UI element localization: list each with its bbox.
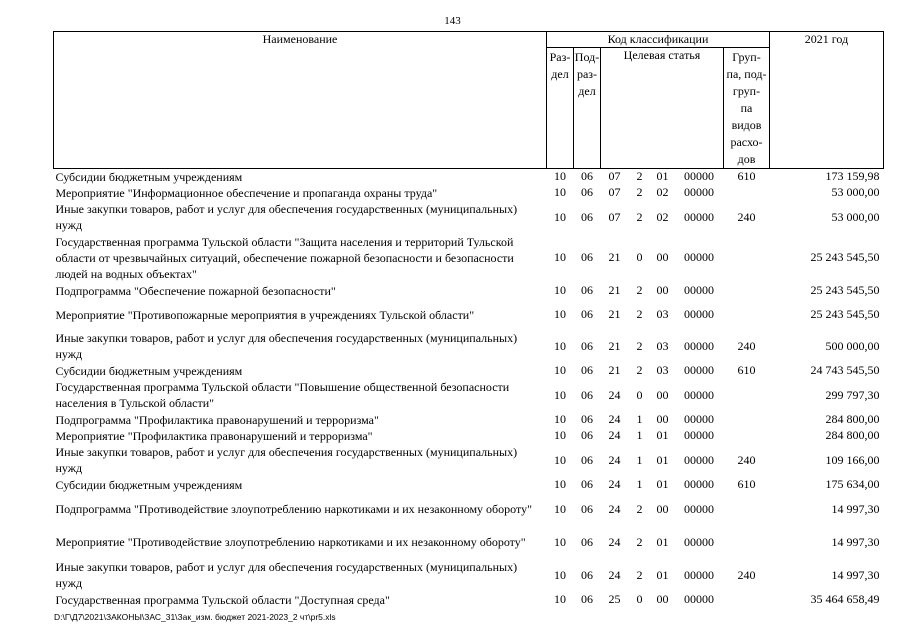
row-name: Мероприятие "Информационное обеспечение и пропаганда охраны труда" <box>55 185 438 200</box>
row-target-program: 24 <box>608 477 621 492</box>
row-target-event: 01 <box>656 428 669 443</box>
row-target-event: 01 <box>656 567 669 582</box>
row-name: Подпрограмма "Обеспечение пожарной безопасности" <box>55 283 336 298</box>
row-subsection: 06 <box>581 209 593 224</box>
row-target-code: 00000 <box>684 307 714 322</box>
header-group: Груп- па, под- груп- па видов расхо- дов <box>724 47 770 168</box>
table-row <box>54 282 884 300</box>
row-expense-type: 610 <box>737 477 756 492</box>
header-code: Код классификации <box>547 32 770 48</box>
row-subsection: 06 <box>581 169 593 184</box>
row-target-code: 00000 <box>684 363 714 378</box>
row-target-event: 02 <box>656 185 669 200</box>
row-target-subprogram: 0 <box>636 250 643 265</box>
row-target-subprogram: 0 <box>636 592 643 607</box>
row-target-code: 00000 <box>684 387 714 402</box>
row-target-code: 00000 <box>684 338 714 353</box>
row-section: 10 <box>554 452 566 467</box>
row-amount: 25 243 545,50 <box>810 283 880 298</box>
table-row <box>54 330 884 363</box>
row-amount: 173 159,98 <box>825 169 880 184</box>
header-subsection: Под- раз- дел <box>574 47 601 168</box>
row-name: Субсидии бюджетным учреждениям <box>55 169 243 184</box>
row-target-code: 00000 <box>684 185 714 200</box>
row-amount: 25 243 545,50 <box>810 250 880 265</box>
table-row <box>54 526 884 559</box>
row-section: 10 <box>554 412 566 427</box>
row-amount: 14 997,30 <box>831 501 880 516</box>
row-target-code: 00000 <box>684 567 714 582</box>
row-name: Государственная программа Тульской области "Защита населения и территорий Тульской области от чрезвычайных ситуаций, обеспечение пожарной безопасности и безопасности людей на водных объектах" <box>55 234 514 281</box>
row-target-code: 00000 <box>684 592 714 607</box>
row-expense-type <box>724 412 770 428</box>
row-target-subprogram: 0 <box>636 387 643 402</box>
row-target-code: 00000 <box>684 412 714 427</box>
header-section: Раз- дел <box>547 47 574 168</box>
row-target-event: 03 <box>656 338 669 353</box>
table-row <box>54 592 884 608</box>
row-target-event: 03 <box>656 307 669 322</box>
row-target-program: 24 <box>608 412 621 427</box>
row-target-program: 21 <box>608 250 621 265</box>
row-expense-type: 610 <box>737 169 756 184</box>
row-target-subprogram: 2 <box>636 534 643 549</box>
row-target-event: 00 <box>656 501 669 516</box>
file-path-footer: D:\Г\Д7\2021\ЗАКОНЫ\ЗАС_31\Зак_изм. бюджет 2021-2023_2 чт\pr5.xls <box>54 612 336 622</box>
row-target-code: 00000 <box>684 501 714 516</box>
row-target-event: 01 <box>656 534 669 549</box>
row-target-subprogram: 2 <box>636 283 643 298</box>
row-target-program: 21 <box>608 283 621 298</box>
table-body <box>54 168 884 608</box>
row-target-program: 07 <box>608 185 621 200</box>
row-section: 10 <box>554 387 566 402</box>
row-target-event: 02 <box>656 209 669 224</box>
row-amount: 284 800,00 <box>825 428 880 443</box>
row-amount: 109 166,00 <box>825 452 880 467</box>
row-name: Иные закупки товаров, работ и услуг для обеспечения государственных (муниципальных) нужд <box>55 445 518 475</box>
row-target-program: 25 <box>608 592 621 607</box>
row-section: 10 <box>554 534 566 549</box>
row-target-subprogram: 2 <box>636 501 643 516</box>
table-row <box>54 185 884 201</box>
row-target-code: 00000 <box>684 428 714 443</box>
row-name: Иные закупки товаров, работ и услуг для обеспечения государственных (муниципальных) нужд <box>55 331 518 361</box>
row-target-program: 07 <box>608 169 621 184</box>
table-row <box>54 300 884 330</box>
row-section: 10 <box>554 283 566 298</box>
header-name: Наименование <box>54 32 547 169</box>
row-target-subprogram: 2 <box>636 363 643 378</box>
row-subsection: 06 <box>581 501 593 516</box>
row-amount: 14 997,30 <box>831 534 880 549</box>
row-name: Государственная программа Тульской области "Доступная среда" <box>55 592 390 607</box>
row-expense-type: 240 <box>737 452 756 467</box>
row-target-program: 07 <box>608 209 621 224</box>
table-row <box>54 493 884 526</box>
table-row <box>54 559 884 592</box>
row-name: Иные закупки товаров, работ и услуг для обеспечения государственных (муниципальных) нужд <box>55 560 518 590</box>
row-target-subprogram: 1 <box>636 412 643 427</box>
row-section: 10 <box>554 567 566 582</box>
row-subsection: 06 <box>581 452 593 467</box>
row-subsection: 06 <box>581 307 593 322</box>
row-target-event: 01 <box>656 477 669 492</box>
row-amount: 299 797,30 <box>825 387 880 402</box>
row-name: Субсидии бюджетным учреждениям <box>55 477 243 492</box>
table-row <box>54 201 884 234</box>
table-row <box>54 444 884 477</box>
row-target-code: 00000 <box>684 452 714 467</box>
row-subsection: 06 <box>581 477 593 492</box>
row-expense-type <box>724 428 770 444</box>
row-target-event: 01 <box>656 169 669 184</box>
row-target-program: 24 <box>608 567 621 582</box>
row-target-program: 24 <box>608 428 621 443</box>
row-expense-type: 610 <box>737 363 756 378</box>
row-expense-type <box>724 493 770 526</box>
table-row <box>54 412 884 428</box>
row-amount: 35 464 658,49 <box>810 592 880 607</box>
row-target-program: 24 <box>608 501 621 516</box>
table-row <box>54 363 884 379</box>
row-section: 10 <box>554 209 566 224</box>
row-name: Мероприятие "Профилактика правонарушений и терроризма" <box>55 428 373 443</box>
row-target-subprogram: 2 <box>636 169 643 184</box>
row-amount: 500 000,00 <box>825 338 880 353</box>
row-subsection: 06 <box>581 338 593 353</box>
row-expense-type <box>724 300 770 330</box>
row-expense-type: 240 <box>737 338 756 353</box>
budget-table <box>53 31 884 608</box>
row-expense-type <box>724 379 770 412</box>
header-target: Целевая статья <box>601 47 724 168</box>
row-section: 10 <box>554 592 566 607</box>
row-target-event: 03 <box>656 363 669 378</box>
row-target-event: 00 <box>656 412 669 427</box>
table-row <box>54 234 884 282</box>
row-section: 10 <box>554 477 566 492</box>
row-target-event: 00 <box>656 250 669 265</box>
row-section: 10 <box>554 338 566 353</box>
row-expense-type: 240 <box>737 209 756 224</box>
row-target-code: 00000 <box>684 477 714 492</box>
row-expense-type <box>724 526 770 559</box>
row-target-program: 24 <box>608 387 621 402</box>
row-target-event: 00 <box>656 592 669 607</box>
table-row <box>54 379 884 412</box>
row-target-subprogram: 1 <box>636 428 643 443</box>
row-section: 10 <box>554 363 566 378</box>
row-amount: 14 997,30 <box>831 567 880 582</box>
row-expense-type <box>724 234 770 282</box>
row-name: Мероприятие "Противопожарные мероприятия в учреждениях Тульской области" <box>55 307 475 322</box>
row-target-subprogram: 2 <box>636 338 643 353</box>
row-target-program: 21 <box>608 363 621 378</box>
row-subsection: 06 <box>581 363 593 378</box>
row-name: Подпрограмма "Противодействие злоупотреблению наркотиками и их незаконному обороту" <box>55 502 532 516</box>
row-target-program: 21 <box>608 307 621 322</box>
row-amount: 24 743 545,50 <box>810 363 880 378</box>
row-target-code: 00000 <box>684 209 714 224</box>
row-amount: 53 000,00 <box>831 185 880 200</box>
row-subsection: 06 <box>581 283 593 298</box>
row-expense-type: 240 <box>737 567 756 582</box>
row-name: Мероприятие "Противодействие злоупотреблению наркотиками и их незаконному обороту" <box>55 535 526 549</box>
row-amount: 175 634,00 <box>825 477 880 492</box>
row-target-event: 00 <box>656 387 669 402</box>
table-row <box>54 428 884 444</box>
row-subsection: 06 <box>581 534 593 549</box>
row-subsection: 06 <box>581 185 593 200</box>
table-row <box>54 477 884 493</box>
row-section: 10 <box>554 185 566 200</box>
row-name: Иные закупки товаров, работ и услуг для обеспечения государственных (муниципальных) нужд <box>55 202 518 232</box>
row-target-code: 00000 <box>684 534 714 549</box>
row-target-event: 01 <box>656 452 669 467</box>
row-expense-type <box>724 282 770 300</box>
row-amount: 25 243 545,50 <box>810 307 880 322</box>
row-target-subprogram: 2 <box>636 307 643 322</box>
row-section: 10 <box>554 250 566 265</box>
row-subsection: 06 <box>581 567 593 582</box>
row-amount: 284 800,00 <box>825 412 880 427</box>
row-target-event: 00 <box>656 283 669 298</box>
row-target-program: 21 <box>608 338 621 353</box>
row-target-program: 24 <box>608 534 621 549</box>
row-target-subprogram: 1 <box>636 452 643 467</box>
row-target-subprogram: 2 <box>636 567 643 582</box>
row-target-subprogram: 2 <box>636 185 643 200</box>
row-subsection: 06 <box>581 428 593 443</box>
page-number: 143 <box>444 15 461 27</box>
row-subsection: 06 <box>581 412 593 427</box>
row-target-program: 24 <box>608 452 621 467</box>
header-year: 2021 год <box>770 32 884 169</box>
row-name: Подпрограмма "Профилактика правонарушений и терроризма" <box>55 412 379 427</box>
row-target-subprogram: 2 <box>636 209 643 224</box>
row-target-subprogram: 1 <box>636 477 643 492</box>
row-amount: 53 000,00 <box>831 209 880 224</box>
row-subsection: 06 <box>581 387 593 402</box>
row-expense-type <box>724 592 770 608</box>
table-row <box>54 168 884 185</box>
row-subsection: 06 <box>581 250 593 265</box>
row-expense-type <box>724 185 770 201</box>
row-name: Государственная программа Тульской области "Повышение общественной безопасности населения в Тульской области" <box>55 380 510 410</box>
row-section: 10 <box>554 501 566 516</box>
row-section: 10 <box>554 428 566 443</box>
row-target-code: 00000 <box>684 250 714 265</box>
row-target-code: 00000 <box>684 283 714 298</box>
row-section: 10 <box>554 307 566 322</box>
row-section: 10 <box>554 169 566 184</box>
row-target-code: 00000 <box>684 169 714 184</box>
row-name: Субсидии бюджетным учреждениям <box>55 363 243 378</box>
row-subsection: 06 <box>581 592 593 607</box>
